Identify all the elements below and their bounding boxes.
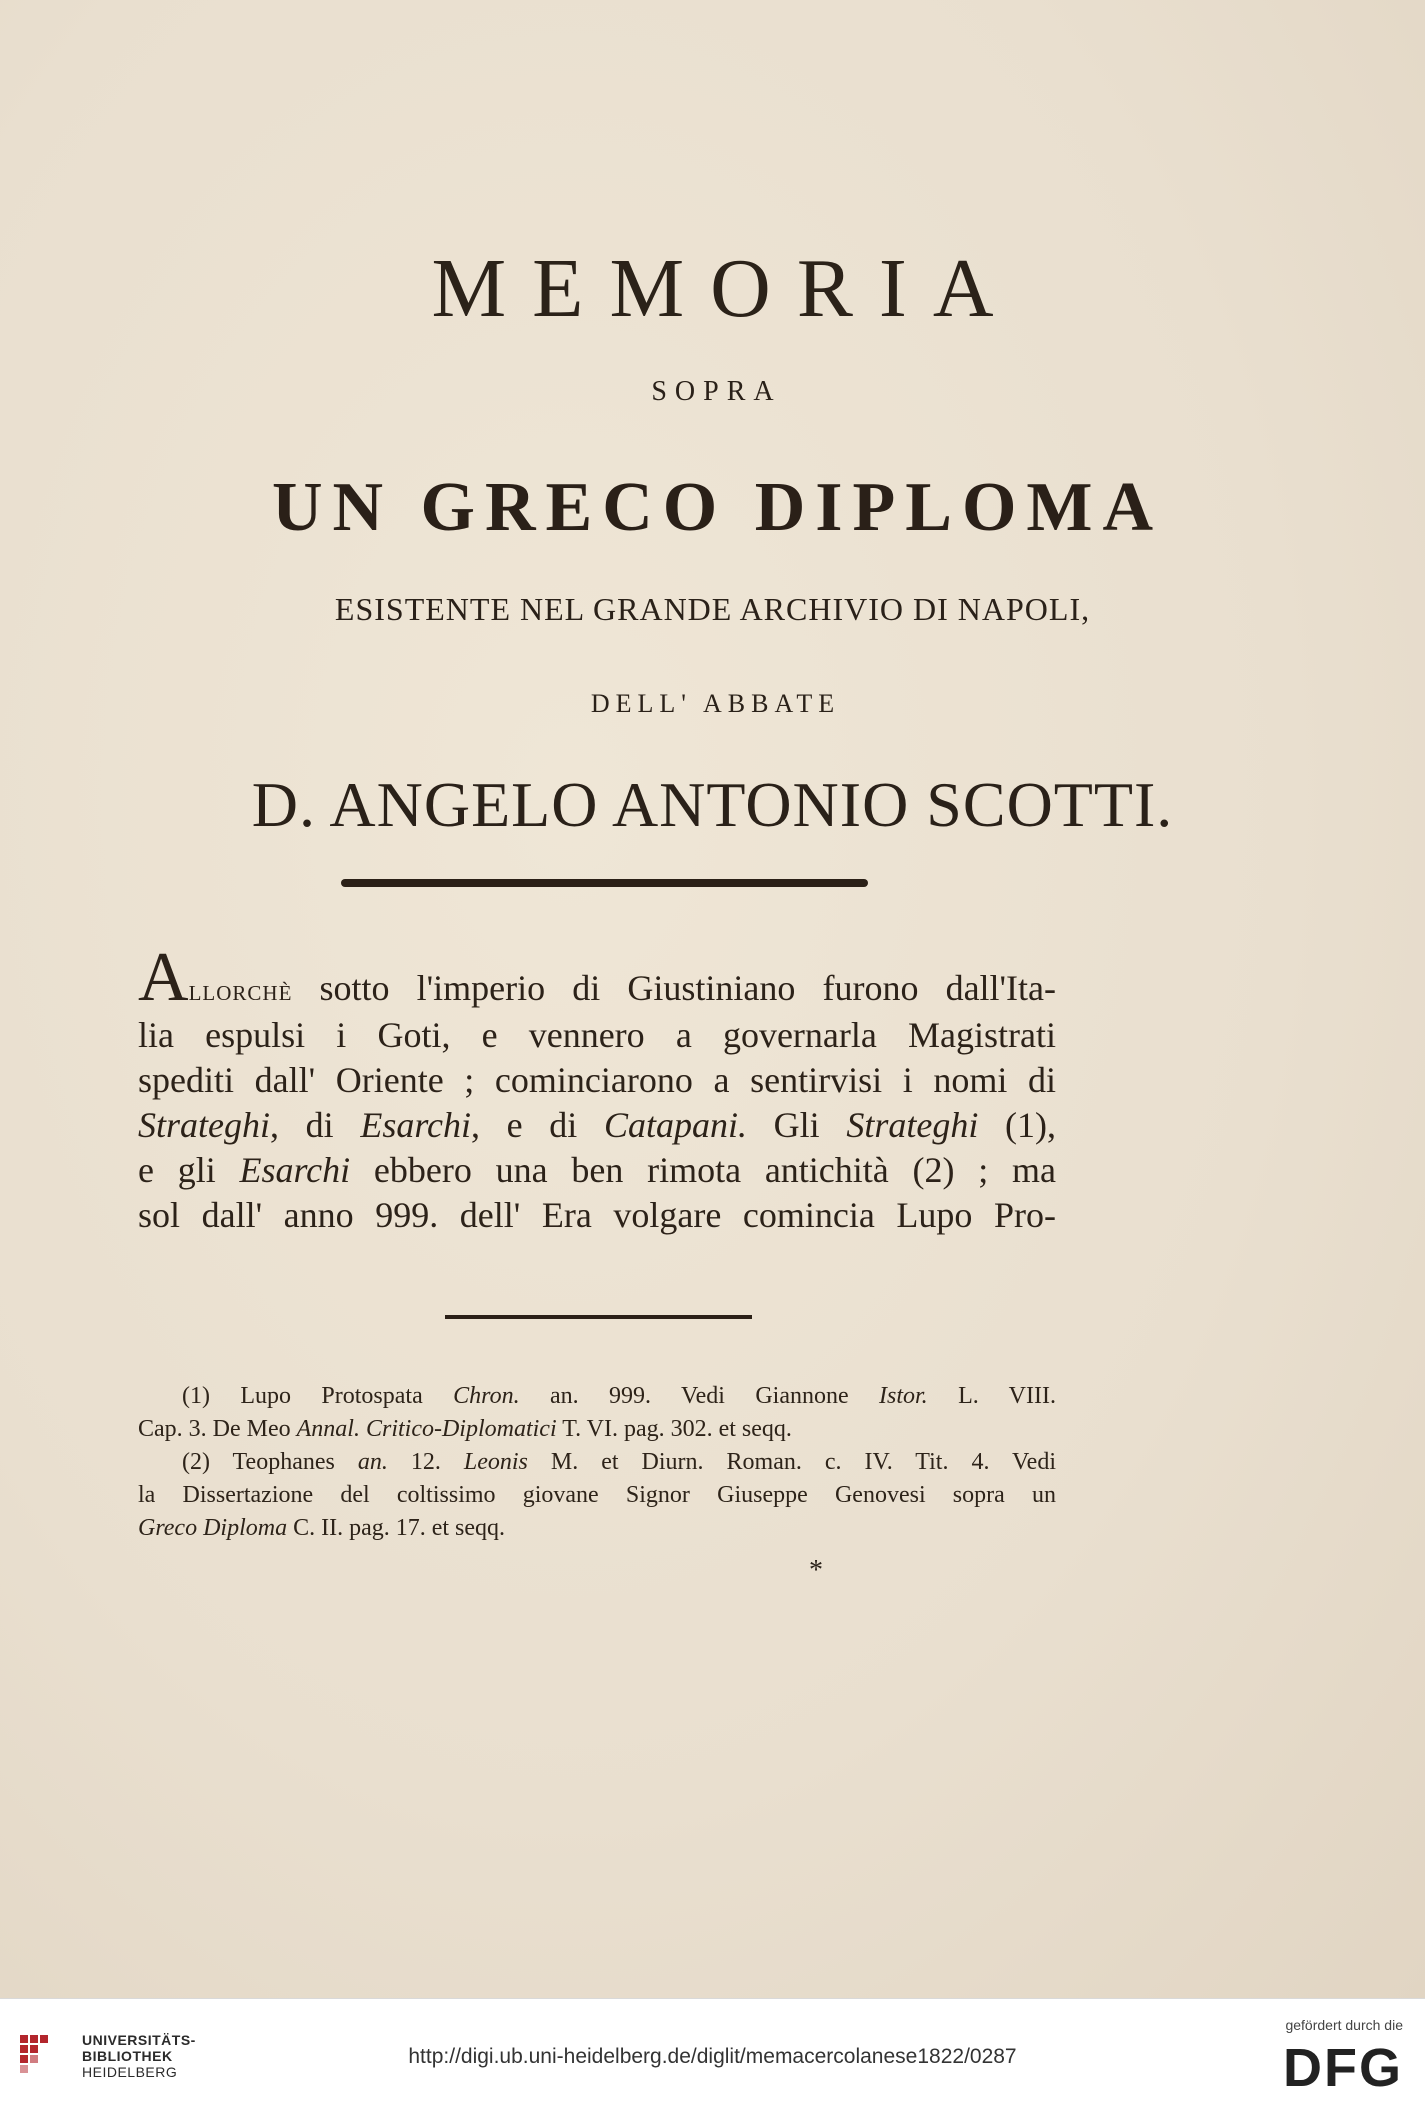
- body-line-1: [138, 939, 1056, 1016]
- title-abbate: DELL' ABBATE: [590, 689, 841, 718]
- note-italic: Annal. Critico-Diplomatici: [296, 1416, 557, 1442]
- body-text-run: , di: [270, 1105, 361, 1145]
- body-line-3: spediti dall' Oriente ; cominciarono a sentirvisi i nomi di: [138, 1060, 1056, 1100]
- body-text-run: (1),: [978, 1105, 1056, 1145]
- footnote-2-line-2: la Dissertazione del coltissimo giovane Signor Giuseppe Genovesi sopra un: [138, 1482, 1056, 1508]
- footnotes: [138, 1380, 1056, 1545]
- body-line-6: sol dall' anno 999. dell' Era volgare comincia Lupo Pro-: [138, 1195, 1056, 1235]
- viewer-footer: [0, 1998, 1425, 2110]
- note-text-run: (2) Teophanes: [182, 1449, 358, 1475]
- footnote-2-line-1: [138, 1446, 1056, 1479]
- note-text-run: L. VIII.: [927, 1383, 1056, 1409]
- signature-mark: *: [809, 1555, 823, 1586]
- library-name-line: UNIVERSITÄTS-: [82, 2032, 196, 2048]
- body-line-5: [138, 1148, 1056, 1193]
- title-greco-diploma: UN GRECO DIPLOMA: [271, 469, 1164, 546]
- body-text-run: , e di: [471, 1105, 604, 1145]
- italic-term: Esarchi: [360, 1105, 471, 1145]
- note-text-run: C. II. pag. 17. et seqq.: [287, 1515, 506, 1541]
- footnote-1-line-1: [138, 1380, 1056, 1413]
- body-line-4: [138, 1103, 1056, 1148]
- italic-term: Strateghi: [846, 1105, 979, 1145]
- note-text-run: 12.: [387, 1449, 464, 1475]
- title-esistente: ESISTENTE NEL GRANDE ARCHIVIO DI NAPOLI,: [334, 591, 1091, 627]
- note-italic: Greco Diploma: [138, 1515, 288, 1541]
- dfg-caption: gefördert durch die: [1285, 2017, 1403, 2033]
- smallcaps-word: llorchè: [188, 974, 293, 1007]
- note-text-run: (1) Lupo Protospata: [182, 1383, 454, 1409]
- dfg-logo[interactable]: DFG: [1283, 2038, 1403, 2098]
- note-text-run: M. et Diurn. Roman. c. IV. Tit. 4. Vedi: [527, 1449, 1056, 1475]
- note-italic: Istor.: [879, 1383, 928, 1409]
- italic-term: Strateghi: [138, 1105, 270, 1145]
- body-paragraph: [138, 939, 1056, 1238]
- library-name-line: BIBLIOTHEK: [82, 2048, 173, 2064]
- title-author: D. ANGELO ANTONIO SCOTTI.: [251, 769, 1174, 840]
- footnote-1-line-2: [138, 1413, 1056, 1446]
- drop-cap: A: [138, 939, 189, 1016]
- body-text-run: Gli: [747, 1105, 847, 1145]
- note-text-run: T. VI. pag. 302. et seqq.: [556, 1416, 792, 1442]
- note-italic: Leonis: [463, 1449, 528, 1475]
- body-text-run: e gli: [138, 1150, 240, 1190]
- footnote-rule: [445, 1315, 752, 1319]
- title-sopra: SOPRA: [651, 376, 782, 407]
- title-rule: [341, 879, 868, 887]
- body-text-run: ebbero una ben rimota antichità (2) ; ma: [350, 1150, 1056, 1190]
- note-text-run: an. 999. Vedi Giannone: [519, 1383, 879, 1409]
- body-line-1-text: sotto l'imperio di Giustiniano furono dall'Ita-: [292, 968, 1056, 1008]
- italic-term: Esarchi: [239, 1150, 351, 1190]
- footnote-2-line-3: [138, 1512, 1056, 1545]
- note-text-run: Cap. 3. De Meo: [138, 1416, 297, 1442]
- note-italic: Chron.: [453, 1383, 520, 1409]
- library-name-line: HEIDELBERG: [82, 2064, 178, 2080]
- note-italic: an.: [357, 1449, 388, 1475]
- italic-term: Catapani.: [603, 1105, 747, 1145]
- permalink-url[interactable]: http://digi.ub.uni-heidelberg.de/diglit/memacercolanese1822/0287: [408, 2045, 1017, 2068]
- body-line-2: lia espulsi i Goti, e vennero a governarla Magistrati: [138, 1015, 1056, 1055]
- title-memoria: MEMORIA: [431, 242, 1020, 335]
